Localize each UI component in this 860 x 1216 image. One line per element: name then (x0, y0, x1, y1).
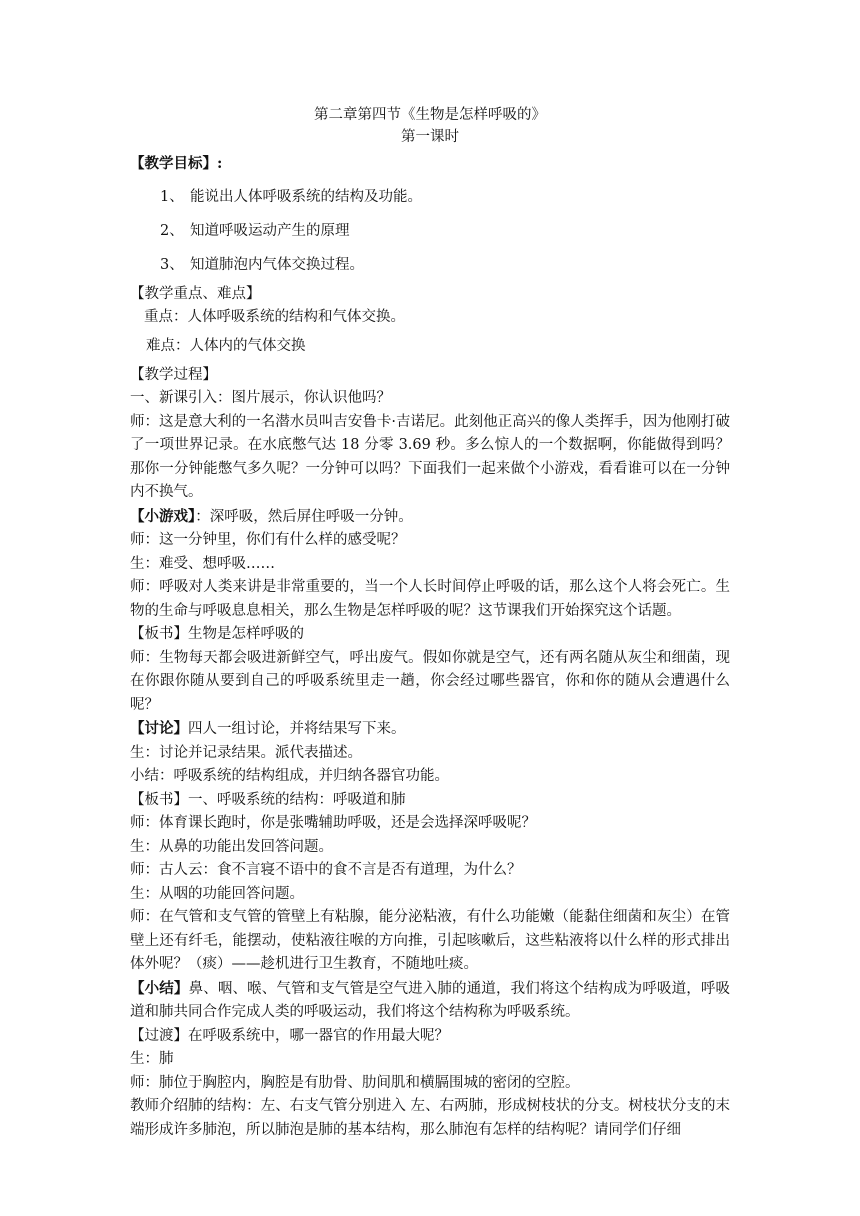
process-paragraph (130, 1095, 730, 1142)
document-content (130, 104, 730, 1142)
paragraph-text: 生：肺 (130, 1051, 174, 1067)
process-paragraph (130, 647, 730, 718)
process-paragraph (130, 411, 730, 505)
objectives-heading: 【教学目标】: (130, 155, 223, 172)
process-paragraph (130, 717, 730, 742)
objective-number: 3、 (160, 257, 184, 273)
document-title: 第二章第四节《生物是怎样呼吸的》 (314, 107, 546, 123)
paragraph-text: 教师介绍肺的结构：左、右支气管分别进入 左、右两肺，形成树枝状的分支。树枝状分支的末端形成许多肺泡，所以肺泡是肺的基本结构，那么肺泡有怎样的结构呢？请同学们仔细 (130, 1098, 730, 1138)
process-paragraph (130, 883, 730, 907)
paragraph-text: 鼻、咽、喉、气管和支气管是空气进入肺的通道，我们将这个结构成为呼吸道，呼吸道和肺共同合作完成人类的呼吸运动，我们将这个结构称为呼吸系统。 (130, 980, 731, 1020)
paragraph-tag: 【小结】 (130, 979, 189, 997)
process-paragraph (130, 812, 730, 836)
paragraph-text: 四人一组讨论，并将结果写下来。 (188, 721, 406, 737)
keypoints-heading: 【教学重点、难点】 (130, 286, 261, 302)
objective-item (130, 220, 730, 243)
process-paragraph (130, 1072, 730, 1096)
process-paragraph (130, 789, 730, 813)
process-paragraph (130, 859, 730, 883)
process-paragraph (130, 977, 730, 1025)
process-paragraph (130, 1025, 730, 1049)
objective-number: 2、 (160, 223, 184, 239)
paragraph-text: 师：生物每天都会吸进新鲜空气，呼出废气。假如你就是空气，还有两名随从灰尘和细菌，现在你跟你随从要到自己的呼吸系统里走一趟，你会经过哪些器官，你和你的随从会遭遇什么呢？ (130, 649, 730, 713)
paragraph-text: 师：体育课长跑时，你是张嘴辅助呼吸，还是会选择深呼吸呢？ (130, 815, 536, 831)
paragraph-text: 生：讨论并记录结果。派代表描述。 (130, 744, 362, 761)
objective-item (130, 186, 730, 209)
paragraph-text: 在呼吸系统中，哪一器官的作用最大呢？ (188, 1027, 449, 1044)
paragraph-text: 生：难受、想呼吸…… (130, 555, 275, 572)
paragraph-text: 师：肺位于胸腔内，胸腔是有肋骨、肋间肌和横膈围城的密闭的空腔。 (130, 1074, 580, 1091)
process-paragraph (130, 553, 730, 577)
paragraph-text: 师：呼吸对人类来讲是非常重要的，当一个人长时间停止呼吸的话，那么这个人将会死亡。生物的生命与呼吸息息相关，那么生物是怎样呼吸的呢？这节课我们开始探究这个话题。 (130, 579, 730, 619)
process-paragraph (130, 623, 730, 647)
document-subtitle: 第一课时 (401, 129, 459, 145)
paragraph-text: 师：这一分钟里，你们有什么样的感受呢？ (130, 532, 406, 548)
process-paragraph (130, 836, 730, 860)
process-paragraph (130, 1048, 730, 1072)
objective-text: 知道呼吸运动产生的原理 (190, 223, 350, 239)
paragraph-text: 师：古人云：食不言寝不语中的食不言是否有道理，为什么？ (130, 862, 522, 878)
paragraph-text: 生：从鼻的功能出发回答问题。 (130, 838, 333, 855)
key-point: 重点：人体呼吸系统的结构和气体交换。 (144, 309, 405, 325)
process-paragraph (130, 529, 730, 553)
paragraph-text: 生物是怎样呼吸的 (188, 626, 304, 642)
paragraph-tag: 【讨论】 (130, 720, 188, 737)
paragraph-tag: 【板书】 (130, 626, 188, 642)
paragraph-tag: 【板书】 (130, 791, 188, 808)
process-paragraph (130, 387, 730, 411)
objective-number: 1、 (160, 189, 184, 205)
objective-item (130, 254, 730, 277)
objective-text: 能说出人体呼吸系统的结构及功能。 (190, 189, 422, 205)
paragraph-text: 师：在气管和支气管的管壁上有粘腺，能分泌粘液，有什么功能嫩（能黏住细菌和灰尘）在管壁上还有纤毛，能摆动，使粘液往喉的方向推，引起咳嗽后，这些粘液将以什么样的形式排出体外呢？（痰）——趁机进行卫生教育，不随地吐痰。 (130, 909, 730, 972)
process-paragraph (130, 576, 730, 623)
difficult-point: 难点：人体内的气体交换 (146, 338, 306, 354)
objective-text: 知道肺泡内气体交换过程。 (190, 257, 364, 273)
paragraph-tag: 【过渡】 (130, 1027, 188, 1044)
paragraph-text: ：深呼吸，然后屏住呼吸一分钟。 (195, 508, 413, 525)
paragraph-text: 师：这是意大利的一名潜水员叫吉安鲁卡·吉诺尼。此刻他正高兴的像人类挥手，因为他刚打破了一项世界记录。在水底憋气达 18 分零 3.69 秒。多么惊人的一个数据啊，你能做得到吗？那你一分钟能憋气多久呢？一分钟可以吗？下面我们一起来做个小游戏，看看谁可以在一分钟内不换气。 (130, 413, 730, 500)
process-paragraph (130, 906, 730, 977)
paragraph-text: 一、新课引入：图片展示，你认识他吗？ (130, 390, 391, 406)
paragraph-text: 一、呼吸系统的结构：呼吸道和肺 (188, 791, 406, 808)
process-paragraph (130, 765, 730, 789)
process-paragraph (130, 742, 730, 766)
paragraph-tag: 【小游戏】 (130, 507, 196, 525)
paragraph-text: 生：从咽的功能回答问题。 (130, 885, 304, 902)
process-paragraph (130, 505, 730, 530)
paragraph-text: 小结：呼吸系统的结构组成，并归纳各器官功能。 (130, 768, 449, 784)
process-list (130, 387, 730, 1142)
process-heading: 【教学过程】 (130, 367, 217, 383)
